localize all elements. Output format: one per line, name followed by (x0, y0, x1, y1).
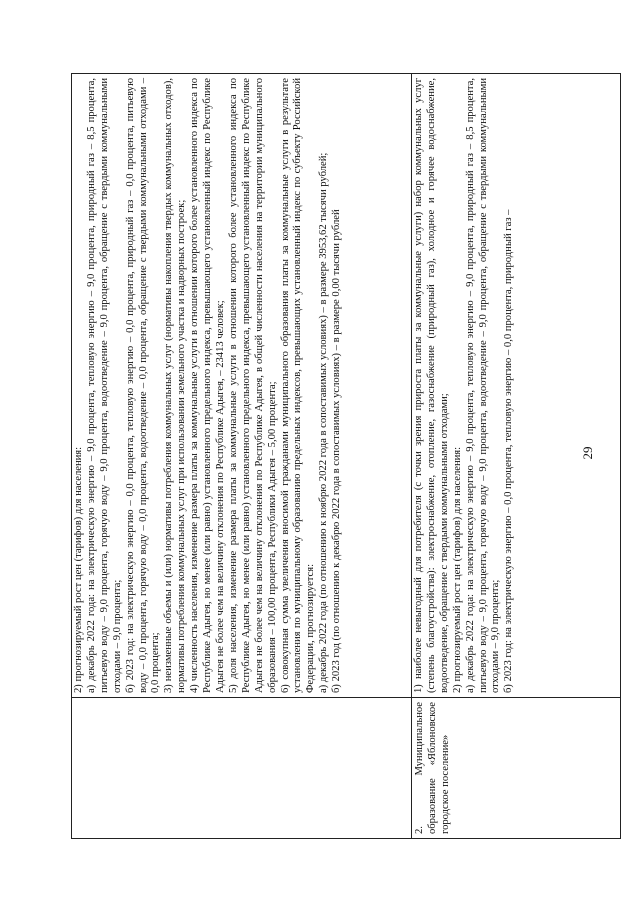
indicator-paragraph: 5) доля населения, изменение размера платы за коммунальные услуги в отношении которого более установленного индекса по Республике Адыгея, но менее (или равно) установленного предельного индекса, превышающего установленный индекс по Республике Адыгея не более чем на величину отклонения по Республике Адыгея, в общей численности населения на территории муниципального образования – 100,00 процента, Республики Адыгея – 5,00 процента; (227, 78, 278, 693)
table-row (72, 74, 412, 839)
indicator-paragraph: 2) прогнозируемый рост цен (тарифов) для населения: (451, 446, 463, 693)
row-number-and-municipality-cell (72, 698, 412, 839)
row-number-and-municipality-cell (412, 698, 621, 839)
indicators-cell (412, 74, 621, 698)
indicator-paragraph: 4) численность населения, изменение размера платы за коммунальные услуги в отношении которого более установленного индекса по Республике Адыгея, но менее (или равно) установленного предельного индекса, превышающего установленный индекс по Республике Адыгея не более чем на величину отклонения по Республике Адыгея, – 23413 человек; (189, 78, 226, 693)
indicator-paragraph: 6) совокупная сумма увеличения вносимой гражданами муниципального образования платы за коммунальные услуги в результате установления по муниципальному образованию предельных индексов, превышающих установленный индекс по субъекту Российской Федерации, прогнозируется: (279, 78, 317, 693)
indicator-paragraph: 1) наиболее невыгодный для потребителя (с точки зрения прироста платы за коммунальные услуги) набор коммунальных услуг (степень благоустройства): электроснабжение, отопление, газоснабжение (природный газ), холодное и горячее водоснабжение, водоотведение, обращение с твердыми коммунальными отходами; (413, 78, 450, 693)
indicator-paragraph: 3) неизменные объемы и (или) нормативы потребления коммунальных услуг (нормативы накопления твердых коммунальных отходов), нормативы потребления коммунальных услуг при использовании земельного участка и надворных построек; (163, 78, 188, 693)
municipality-name: Муниципальное образование «Яблоновское городское поселение» (414, 702, 452, 834)
rotated-page-content (71, 73, 621, 839)
indicator-paragraph: б) 2023 год (по отношению к декабрю 2022 года в сопоставимых условиях) – в размере 0,00 тысячи рублей (331, 209, 343, 693)
indicators-cell (72, 74, 412, 698)
indicator-paragraph: а) декабрь 2022 года: на электрическую энергию – 9,0 процента, тепловую энергию – 9,0 процента, природный газ – 8,5 процента, питьевую воду – 9,0 процента, горячую воду – 9,0 процента, водоотведение – 9,0 процента, обращение с твердыми коммунальными отходами – 9,0 процента; (85, 78, 123, 693)
table-row (412, 74, 621, 839)
indicator-paragraph: а) декабрь 2022 года: на электрическую энергию – 9,0 процента, тепловую энергию – 9,0 процента, природный газ – 8,5 процента, питьевую воду – 9,0 процента, горячую воду – 9,0 процента, водоотведение – 9,0 процента, обращение с твердыми коммунальными отходами – 9,0 процента; (464, 78, 502, 693)
indicator-paragraph: а) декабрь 2022 года (по отношению к ноябрю 2022 года в сопоставимых условиях) – в размере 3953,62 тысячи рублей; (318, 152, 330, 693)
indicator-paragraph: 2) прогнозируемый рост цен (тарифов) для населения: (73, 446, 84, 693)
indicator-paragraph: б) 2023 год: на электрическую энергию – 0,0 процента, тепловую энергию – 0,0 процента, природный газ – 0,0 процента, питьевую воду – 0,0 процента, горячую воду – 0,0 процента, водоотведение – 0,0 процента, обращение с твердыми коммунальными отходами – 0,0 процента; (124, 78, 162, 693)
municipality-table (71, 73, 621, 839)
indicator-paragraph: б) 2023 год: на электрическую энергию – 0,0 процента, тепловую энергию – 0,0 процента, природный газ – (503, 209, 515, 693)
row-number: 2. (414, 826, 425, 834)
page-number: 29 (580, 446, 595, 460)
